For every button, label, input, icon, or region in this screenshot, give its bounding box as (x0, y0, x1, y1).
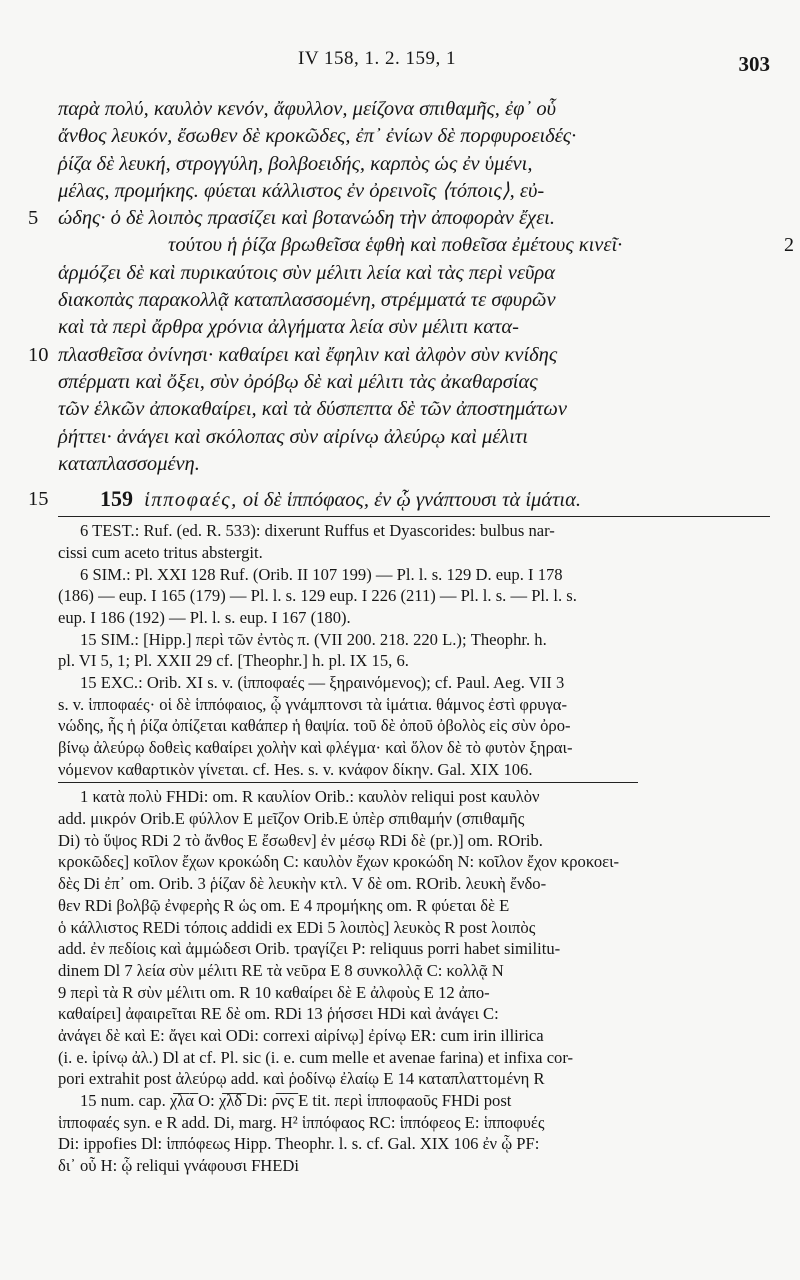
line-text: καὶ τὰ περὶ ἄρθρα χρόνια ἀλγήματα λεία σὺν μέλιτι κατα- (58, 316, 519, 339)
apparatus-line (58, 715, 770, 737)
apparatus-line (58, 607, 770, 629)
line-text: ἄνθος λευκόν, ἔσωθεν δὲ κροκῶδες, ἐπ᾽ ἐνίων δὲ πορφυροειδές· (58, 125, 577, 148)
main-text-line (58, 314, 770, 341)
line-text: pl. VI 5, 1; Pl. XXII 29 cf. [Theophr.] h. pl. IX 15, 6. (58, 651, 409, 671)
line-text: ῥήττει· ἀνάγει καὶ σκόλοπας σὺν αἰρίνῳ ἀλεύρῳ καὶ μέλιτι (58, 425, 528, 448)
critical-line (58, 830, 770, 852)
line-text: ῥίζα δὲ λευκή, στρογγύλη, βολβοειδής, καρπὸς ὡς ἐν ὑμένι, (58, 152, 533, 175)
line-text: διακοπὰς παρακολλᾷ καταπλασσομένη, στρέμματά τε σφυρῶν (58, 289, 556, 312)
line-text: τούτου ἡ ῥίζα βρωθεῖσα ἑφθὴ καὶ ποθεῖσα ἐμέτους κινεῖ· (168, 234, 623, 257)
critical-line (58, 1155, 770, 1177)
chapter-title-rest: οἱ δὲ ἱππόφαος, ἐν ᾧ γνάπτουσι τὰ ἱμάτια. (242, 489, 581, 512)
apparatus-line (58, 629, 770, 651)
main-text-line (58, 232, 794, 259)
critical-line (58, 1025, 770, 1047)
apparatus-line (58, 520, 770, 542)
main-text-line (58, 96, 770, 123)
line-text: καταπλασσομένη. (58, 452, 200, 475)
line-text: Di) τὸ ὕψος RDi 2 τὸ ἄνθος E ἔσωθεν] ἐν μέσῳ RDi δὲ (pr.)] om. ROrib. (58, 830, 543, 850)
line-text: 15 EXC.: Orib. XI s. v. (ἱπποφαές — ξηραινόμενος); cf. Paul. Aeg. VII 3 (80, 672, 565, 692)
apparatus-line (58, 585, 770, 607)
line-text: δι᾽ οὗ H: ᾧ reliqui γνάφουσι FHEDi (58, 1156, 300, 1176)
line-text: νώδης, ἧς ἡ ῥίζα ὀπίζεται καθάπερ ἡ θαψία. τοῦ δὲ ὀποῦ ὀβολὸς εἰς σὺν ὀρο- (58, 716, 571, 736)
critical-line (58, 1112, 770, 1134)
critical-line (58, 808, 770, 830)
line-text: μέλας, προμήκης. φύεται κάλλιστος ἐν ὀρεινοῖς ⟨τόποις⟩, εὐ- (58, 179, 545, 202)
main-text-line (58, 451, 770, 478)
chapter-number: 159 (100, 486, 133, 512)
critical-apparatus (58, 786, 770, 1176)
main-text-line (28, 342, 770, 369)
line-text: νόμενον καθαρτικὸν γίνεται. cf. Hes. s. v. κνάφον δίκην. Gal. XIX 106. (58, 759, 533, 779)
main-text-line (58, 178, 770, 205)
line-text: θεν RDi βολβῷ ἐνφερὴς R ὡς om. E 4 προμήκης om. R φύεται δὲ E (58, 895, 510, 915)
apparatus-line (58, 759, 770, 781)
line-text: παρὰ πολύ, καυλὸν κενόν, ἄφυλλον, μείζονα σπιθαμῆς, ἐφ᾽ οὗ (58, 98, 557, 120)
page-header (58, 48, 770, 96)
apparatus-line (58, 737, 770, 759)
main-text-line (58, 287, 770, 314)
line-text: (186) — eup. I 165 (179) — Pl. l. s. 129 eup. I 226 (211) — Pl. l. s. — Pl. l. s. (58, 586, 577, 606)
apparatus-line (58, 672, 770, 694)
line-text: καθαίρει] ἀφαιρεῖται RE δὲ om. RDi 13 ῥήσσει HDi καὶ ἀνάγει C: (58, 1004, 499, 1024)
line-text: 6 SIM.: Pl. XXI 128 Ruf. (Orib. II 107 199) — Pl. l. s. 129 D. eup. I 178 (80, 564, 563, 584)
line-text: 15 num. cap. χ̅λ̅α̅ O: χ̅λ̅δ̅ Di: ρ̅ν̅ς̅ E tit. περὶ ἱπποφαοῦς FHDi post (80, 1091, 512, 1111)
line-text: add. ἐν πεδίοις καὶ ἀμμώδεσι Orib. τραγίζει P: reliquus porri habet similitu- (58, 939, 561, 959)
page-number: 303 (738, 52, 770, 76)
chapter-heading (28, 484, 770, 514)
line-text: βίνῳ ἀλεύρῳ δοθεὶς καθαίρει χολὴν καὶ φλέγμα· καὶ ὅλον δὲ τὸ φυτὸν ξηραι- (58, 738, 573, 758)
line-text: ἱπποφαές syn. e R add. Di, marg. H² ἱππόφαος RC: ἱππόφεος E: ἱπποφυές (58, 1112, 545, 1132)
line-text: eup. I 186 (192) — Pl. l. s. eup. I 167 (180). (58, 607, 351, 627)
main-text-line (28, 205, 770, 232)
main-text-line (58, 369, 770, 396)
main-text-line (58, 151, 770, 178)
line-number: 15 (28, 488, 49, 511)
critical-line (58, 1003, 770, 1025)
line-text: s. v. ἱπποφαές· οἱ δὲ ἱππόφαιος, ᾧ γνάμπτονσι τὰ ἱμάτια. θάμνος ἐστὶ φρυγα- (58, 694, 568, 714)
line-number: 5 (28, 207, 39, 230)
critical-line (58, 982, 770, 1004)
line-text: κροκῶδες] κοῖλον ἔχων κροκώδη C: καυλὸν ἔχων κροκώδη N: κοῖλον ἔχον κροκοει- (58, 852, 620, 872)
line-text: (i. e. ἰρίνῳ ἀλ.) Dl at cf. Pl. sic (i. e. cum melle et avenae farina) et infixa cor- (58, 1047, 574, 1067)
line-text: τῶν ἑλκῶν ἀποκαθαίρει, καὶ τὰ δύσπεπτα δὲ τῶν ἀποστημάτων (58, 398, 567, 421)
running-head: IV 158, 1. 2. 159, 1 (298, 48, 456, 69)
critical-line (58, 1047, 770, 1069)
main-text-line (58, 260, 770, 287)
main-text-line (58, 123, 770, 150)
apparatus-line (58, 542, 770, 564)
critical-line (58, 895, 770, 917)
line-text: Di: ippofies Dl: ἱππόφεως Hipp. Theophr. l. s. cf. Gal. XIX 106 ἐν ᾧ PF: (58, 1134, 540, 1154)
critical-line (58, 960, 770, 982)
apparatus-line (58, 564, 770, 586)
main-text-line (58, 396, 770, 423)
line-text: ἁρμόζει δὲ καὶ πυρικαύτοις σὺν μέλιτι λεία καὶ τὰς περὶ νεῦρα (58, 261, 555, 284)
critical-line (58, 1090, 770, 1112)
main-text-line (58, 424, 770, 451)
heading-rule (58, 516, 770, 517)
line-text: ὁ κάλλιστος REDi τόποις addidi ex EDi 5 λοιπὸς] λευκὸς R post λοιπὸς (58, 917, 536, 937)
line-text: 15 SIM.: [Hipp.] περὶ τῶν ἐντὸς π. (VII 200. 218. 220 L.); Theophr. h. (80, 629, 547, 649)
testimonia-apparatus (58, 520, 770, 780)
apparatus-rule (58, 782, 638, 783)
line-text: 1 κατὰ πολὺ FHDi: om. R καυλίον Orib.: καυλὸν reliqui post καυλὸν (80, 787, 540, 807)
apparatus-line (58, 694, 770, 716)
line-text: σπέρματι καὶ ὄξει, σὺν ὀρόβῳ δὲ καὶ μέλιτι τὰς ἀκαθαρσίας (58, 370, 538, 393)
critical-line (58, 1133, 770, 1155)
line-text: cissi cum aceto tritus abstergit. (58, 542, 263, 562)
line-text: 6 TEST.: Ruf. (ed. R. 533): dixerunt Ruffus et Dyascorides: bulbus nar- (80, 521, 555, 541)
critical-line (58, 873, 770, 895)
line-text: pori extrahit post ἀλεύρῳ add. καὶ ῥοδίνῳ ἐλαίῳ E 14 καταπλαττομένη R (58, 1069, 545, 1089)
line-text: δὲς Di ἐπ᾽ om. Orib. 3 ῥίζαν δὲ λευκὴν κτλ. V δὲ om. ROrib. λευκὴ ἔνδο- (58, 874, 547, 894)
line-number: 10 (28, 343, 49, 366)
line-text: dinem Dl 7 λεία σὺν μέλιτι RE τὰ νεῦρα E 8 συνκολλᾷ C: κολλᾷ N (58, 960, 504, 980)
apparatus-line (58, 650, 770, 672)
critical-line (58, 851, 770, 873)
critical-line (58, 938, 770, 960)
critical-line (58, 1068, 770, 1090)
line-text: add. μικρόν Orib.E φύλλον E μεῖζον Orib.E ὑπὲρ σπιθαμήν (σπιθαμῆς (58, 809, 525, 829)
line-text: πλασθεῖσα ὀνίνησι· καθαίρει καὶ ἔφηλιν καὶ ἀλφὸν σὺν κνίδης (58, 343, 558, 366)
critical-line (58, 786, 770, 808)
margin-number: 2 (784, 234, 794, 257)
critical-line (58, 917, 770, 939)
main-text (28, 96, 794, 478)
line-text: 9 περὶ τὰ R σὺν μέλιτι om. R 10 καθαίρει δὲ E ἀλφοὺς E 12 ἀπο- (58, 982, 490, 1002)
line-text: ἀνάγει δὲ καὶ E: ἄγει καὶ ODi: correxi αἰρίνῳ] ἐρίνῳ ER: cum irin illirica (58, 1025, 544, 1045)
line-text: ώδης· ὁ δὲ λοιπὸς πρασίζει καὶ βοτανώδη τὴν ἀποφορὰν ἔχει. (58, 207, 555, 230)
chapter-lemma: ἱπποφαές, (144, 489, 238, 512)
